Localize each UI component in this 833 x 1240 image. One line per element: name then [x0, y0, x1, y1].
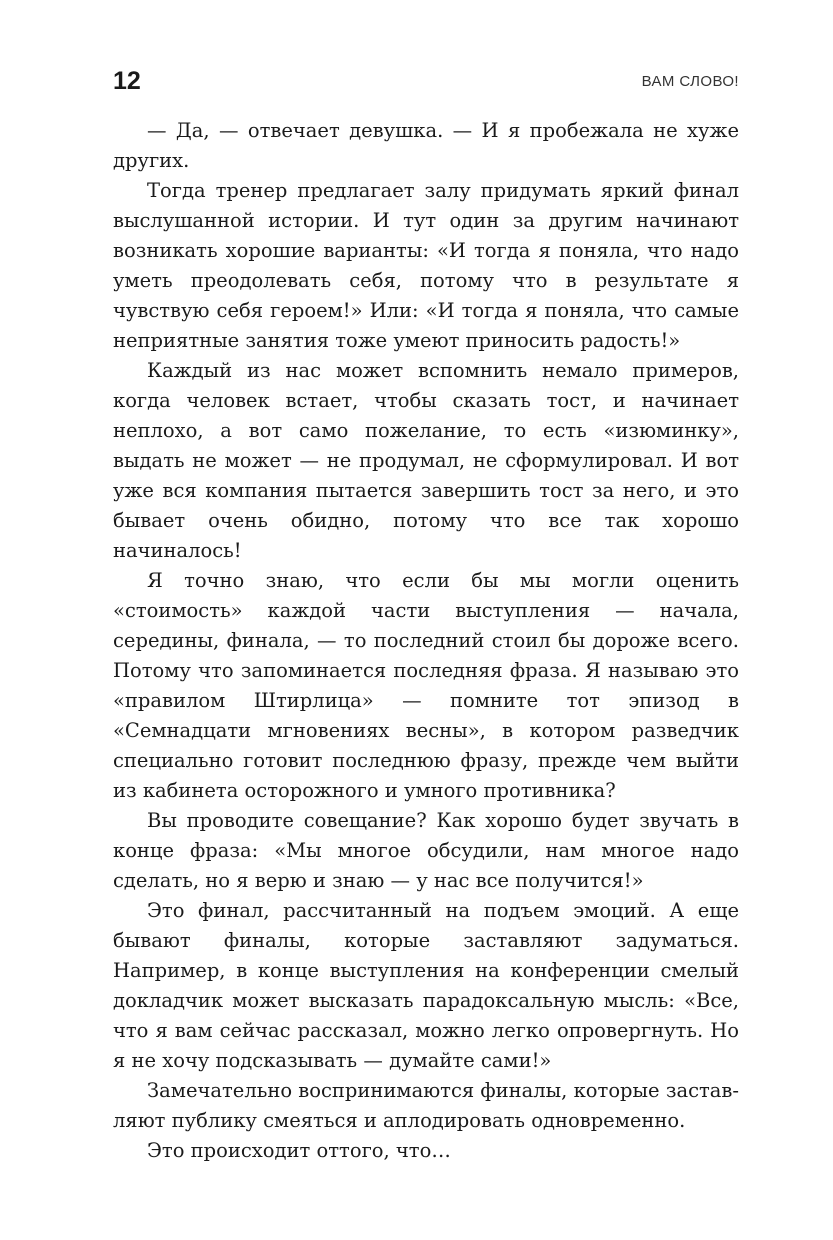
paragraph: Каждый из нас может вспомнить немало примеров, когда человек встает, чтобы сказать тост, и начинает неплохо, а вот само пожелание, то есть «изюминку», выдать не может — не продумал, не сформулировал. И вот уже вся компания пытается завершить тост за него, и это бывает очень обидно, потому что все так хорошо начиналось!: [113, 359, 739, 562]
running-head: ВАМ СЛОВО!: [641, 73, 739, 90]
paragraph: Тогда тренер предлагает залу придумать яркий финал выслушанной истории. И тут один за другим начинают возникать хорошие варианты: «И тогда я поняла, что надо уметь преодолевать себя, потому что в результате я чувствую себя героем!» Или: «И тогда я поняла, что самые неприятные занятия тоже умеют приносить радость!»: [113, 179, 739, 352]
paragraph: Это финал, рассчитанный на подъем эмоций. А еще бывают финалы, которые заставляют задуматься. Например, в конце выступления на конференции смелый докладчик может высказать парадоксальную мысль: «Все, что я вам сейчас рассказал, можно легко опровергнуть. Но я не хочу подсказывать — думайте сами!»: [113, 899, 739, 1072]
paragraph: Я точно знаю, что если бы мы могли оценить «стоимость» каждой части выступления — начала, середины, финала, — то последний стоил бы дороже всего. Потому что запоминается последняя фраза. Я называю это «правилом Штирлица» — помните тот эпизод в «Семнадцати мгновениях весны», в котором разведчик специально готовит последнюю фразу, прежде чем выйти из кабинета осторожного и умного противника?: [113, 569, 739, 802]
paragraph: Это происходит оттого, что…: [147, 1139, 451, 1162]
paragraph: Вы проводите совещание? Как хорошо будет звучать в конце фраза: «Мы многое обсудили, нам многое надо сделать, но я верю и знаю — у нас все получится!»: [113, 809, 739, 892]
paragraph: Замечательно воспринимаются финалы, которые заставляют публику смеяться и аплодировать одновременно.: [113, 1079, 739, 1132]
paragraph: — Да, — отвечает девушка. — И я пробежала не хуже других.: [113, 119, 739, 172]
body-text: [113, 116, 739, 1166]
page-number: 12: [113, 67, 141, 95]
